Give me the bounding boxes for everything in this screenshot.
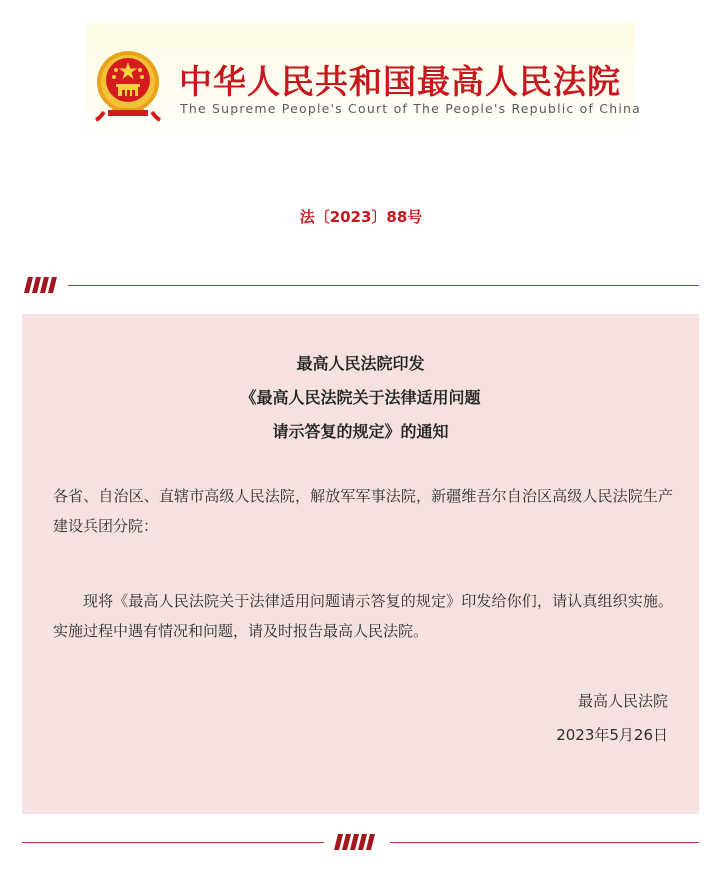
divider-stripes-top [26, 277, 55, 293]
notice-title-line-1: 最高人民法院印发 [296, 354, 425, 373]
signature-issuer: 最高人民法院 [577, 692, 668, 710]
court-name-cn: 中华人民共和国最高人民法院 [179, 62, 621, 101]
notice-panel [22, 314, 699, 814]
divider-line-top [68, 285, 699, 286]
notice-title-line-2: 《最高人民法院关于法律适用问题 [240, 388, 481, 407]
document-number: 法〔2023〕88号 [299, 208, 423, 226]
notice-addressee: 各省、自治区、直辖市高级人民法院，解放军军事法院，新疆维吾尔自治区高级人民法院生产建设兵团分院： [53, 487, 673, 535]
divider-line-bottom-left [22, 842, 324, 843]
national-emblem-icon [94, 46, 162, 122]
divider-line-bottom-right [390, 842, 699, 843]
signature-date: 2023年5月26日 [556, 726, 668, 744]
header-banner [86, 22, 641, 142]
court-name-en: The Supreme People's Court of The People's Republic of China [180, 101, 641, 116]
notice-title-line-3: 请示答复的规定》的通知 [272, 422, 449, 441]
notice-body: 现将《最高人民法院关于法律适用问题请示答复的规定》印发给你们，请认真组织实施。实施过程中遇有情况和问题，请及时报告最高人民法院。 [53, 592, 673, 640]
divider-stripes-bottom [336, 834, 373, 850]
